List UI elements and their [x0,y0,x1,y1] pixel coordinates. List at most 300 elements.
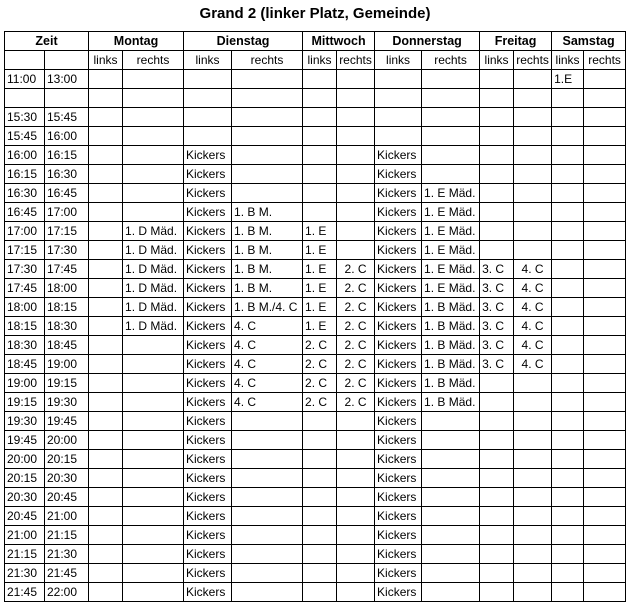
schedule-cell [337,184,375,203]
day-header-montag: Montag [89,32,184,51]
schedule-cell [480,488,514,507]
schedule-cell [337,488,375,507]
schedule-cell [375,70,422,89]
schedule-cell [232,70,303,89]
schedule-cell: 4. C [232,393,303,412]
schedule-cell: Kickers [375,431,422,450]
table-row [5,279,626,298]
schedule-cell [232,545,303,564]
schedule-cell [552,89,584,108]
schedule-cell [552,260,584,279]
schedule-cell [514,393,552,412]
schedule-cell [337,108,375,127]
schedule-cell [232,412,303,431]
schedule-cell [584,317,626,336]
schedule-cell [89,203,123,222]
schedule-cell: Kickers [375,184,422,203]
schedule-cell [552,412,584,431]
table-row [5,203,626,222]
schedule-cell: 3. C [480,298,514,317]
schedule-cell [584,374,626,393]
table-row [5,260,626,279]
time-end-cell: 17:45 [45,260,89,279]
schedule-cell [337,469,375,488]
side-links-header: links [89,51,123,70]
schedule-cell [123,393,184,412]
table-row [5,374,626,393]
schedule-cell [375,108,422,127]
time-start-cell: 16:00 [5,146,45,165]
schedule-cell [480,241,514,260]
schedule-cell [303,412,337,431]
schedule-cell [232,450,303,469]
schedule-cell: 1. E Mäd. [422,222,480,241]
side-links-header: links [552,51,584,70]
schedule-cell: 3. C [480,279,514,298]
schedule-cell [584,431,626,450]
schedule-cell [337,146,375,165]
schedule-cell [232,526,303,545]
schedule-cell [337,89,375,108]
schedule-cell [337,526,375,545]
schedule-cell: 1. E [303,279,337,298]
time-end-cell: 20:00 [45,431,89,450]
time-start-cell: 16:30 [5,184,45,203]
schedule-cell [303,583,337,602]
schedule-cell [232,127,303,146]
schedule-cell: 1. B Mäd. [422,317,480,336]
schedule-cell [337,412,375,431]
schedule-cell [422,545,480,564]
schedule-cell: 1. E Mäd. [422,203,480,222]
schedule-cell [232,431,303,450]
schedule-cell: Kickers [375,241,422,260]
schedule-cell [514,488,552,507]
time-start-cell: 21:45 [5,583,45,602]
time-start-cell: 17:00 [5,222,45,241]
schedule-cell [552,222,584,241]
schedule-cell: 1. B Mäd. [422,374,480,393]
schedule-cell [552,583,584,602]
schedule-cell [584,564,626,583]
schedule-cell [480,469,514,488]
time-end-cell: 16:30 [45,165,89,184]
schedule-cell: Kickers [375,545,422,564]
side-links-header: links [184,51,232,70]
schedule-cell [89,146,123,165]
schedule-cell [422,165,480,184]
schedule-cell: 2. C [303,393,337,412]
schedule-cell: 4. C [514,298,552,317]
schedule-cell: Kickers [375,507,422,526]
schedule-cell: 4. C [232,317,303,336]
schedule-cell: Kickers [375,488,422,507]
schedule-cell: 1. B Mäd. [422,336,480,355]
schedule-cell: 1. E Mäd. [422,241,480,260]
schedule-cell [584,165,626,184]
schedule-cell: 1. B Mäd. [422,393,480,412]
time-start-cell: 17:45 [5,279,45,298]
schedule-cell: 1. D Mäd. [123,222,184,241]
schedule-cell [552,336,584,355]
time-end-cell: 17:00 [45,203,89,222]
schedule-cell: 1. D Mäd. [123,241,184,260]
schedule-cell [123,89,184,108]
schedule-cell [584,108,626,127]
schedule-cell: Kickers [184,203,232,222]
time-start-cell: 20:45 [5,507,45,526]
schedule-cell [514,431,552,450]
time-end-cell: 19:15 [45,374,89,393]
schedule-cell [552,507,584,526]
time-end-cell: 17:30 [45,241,89,260]
schedule-cell [89,526,123,545]
schedule-cell: Kickers [375,203,422,222]
schedule-cell: Kickers [184,412,232,431]
schedule-cell [123,336,184,355]
time-end-cell: 20:30 [45,469,89,488]
side-links-header: links [480,51,514,70]
schedule-cell: 4. C [514,336,552,355]
schedule-cell: Kickers [184,393,232,412]
schedule-cell: Kickers [184,279,232,298]
schedule-cell [89,298,123,317]
table-row [5,583,626,602]
schedule-cell: Kickers [375,450,422,469]
schedule-cell [89,317,123,336]
schedule-cell: Kickers [375,374,422,393]
schedule-cell: Kickers [375,469,422,488]
table-row [5,393,626,412]
schedule-cell: Kickers [184,583,232,602]
schedule-cell: 4. C [232,336,303,355]
schedule-cell [337,241,375,260]
schedule-cell: Kickers [184,146,232,165]
time-start-cell: 18:45 [5,355,45,374]
time-end-cell: 17:15 [45,222,89,241]
schedule-cell [480,165,514,184]
schedule-cell [584,355,626,374]
schedule-cell [480,583,514,602]
schedule-cell [89,108,123,127]
schedule-cell [184,108,232,127]
schedule-cell [514,526,552,545]
schedule-cell [480,374,514,393]
time-end-cell: 21:30 [45,545,89,564]
schedule-cell [89,165,123,184]
schedule-cell [232,583,303,602]
schedule-table [4,31,626,602]
schedule-cell [480,203,514,222]
time-start-cell: 18:15 [5,317,45,336]
schedule-cell: 1. D Mäd. [123,260,184,279]
schedule-cell: 1. B M. [232,260,303,279]
time-start-cell: 21:00 [5,526,45,545]
schedule-cell [232,89,303,108]
schedule-cell: 1. B M. [232,279,303,298]
schedule-cell [552,279,584,298]
schedule-cell [89,431,123,450]
time-end-cell: 18:00 [45,279,89,298]
schedule-cell: 4. C [514,260,552,279]
side-header-row [5,51,626,70]
schedule-cell [584,545,626,564]
schedule-cell: 3. C [480,336,514,355]
schedule-cell [123,450,184,469]
schedule-cell [584,184,626,203]
table-row [5,450,626,469]
schedule-cell [480,222,514,241]
schedule-cell [123,507,184,526]
schedule-cell [89,184,123,203]
schedule-cell [552,488,584,507]
table-row [5,298,626,317]
zeit-header: Zeit [5,32,89,51]
time-end-cell: 16:00 [45,127,89,146]
schedule-cell [584,260,626,279]
time-start-header [5,51,45,70]
schedule-cell [89,222,123,241]
schedule-cell [123,184,184,203]
schedule-cell [514,374,552,393]
schedule-cell [303,450,337,469]
table-row [5,507,626,526]
schedule-cell [89,241,123,260]
schedule-cell [584,393,626,412]
schedule-cell: 1. E [303,222,337,241]
schedule-cell: 1. E [303,241,337,260]
schedule-cell [584,222,626,241]
schedule-cell [303,203,337,222]
schedule-cell: Kickers [184,488,232,507]
schedule-cell: 2. C [303,374,337,393]
schedule-cell: 2. C [337,336,375,355]
time-start-cell: 17:30 [5,260,45,279]
time-start-cell: 20:15 [5,469,45,488]
schedule-cell [514,241,552,260]
schedule-cell: 1. E [303,317,337,336]
schedule-cell [303,127,337,146]
time-start-cell: 19:30 [5,412,45,431]
schedule-cell: Kickers [184,184,232,203]
side-links-header: links [375,51,422,70]
table-row [5,108,626,127]
table-row [5,222,626,241]
schedule-cell [552,545,584,564]
schedule-cell [552,374,584,393]
schedule-cell [480,89,514,108]
day-header-freitag: Freitag [480,32,552,51]
side-rechts-header: rechts [514,51,552,70]
schedule-cell [184,89,232,108]
schedule-cell [303,469,337,488]
schedule-cell [303,165,337,184]
schedule-cell [123,355,184,374]
schedule-cell: Kickers [184,469,232,488]
schedule-cell: Kickers [375,222,422,241]
schedule-cell [422,108,480,127]
schedule-cell: 2. C [337,279,375,298]
schedule-cell [584,507,626,526]
schedule-cell: Kickers [184,507,232,526]
schedule-cell [123,412,184,431]
schedule-cell [514,222,552,241]
day-header-mittwoch: Mittwoch [303,32,375,51]
time-end-cell: 22:00 [45,583,89,602]
schedule-cell [89,545,123,564]
time-start-cell: 16:15 [5,165,45,184]
schedule-cell [514,165,552,184]
schedule-cell [422,412,480,431]
schedule-cell [184,70,232,89]
schedule-cell: 2. C [337,393,375,412]
schedule-cell [422,507,480,526]
table-row [5,412,626,431]
schedule-cell [552,184,584,203]
time-start-cell: 11:00 [5,70,45,89]
schedule-cell [514,469,552,488]
schedule-cell [584,279,626,298]
schedule-cell: Kickers [184,431,232,450]
schedule-cell [514,412,552,431]
schedule-cell [232,146,303,165]
side-rechts-header: rechts [232,51,303,70]
schedule-cell [480,184,514,203]
schedule-cell: 2. C [337,260,375,279]
schedule-cell [584,203,626,222]
schedule-cell [514,70,552,89]
time-start-cell [5,89,45,108]
schedule-cell [480,146,514,165]
schedule-cell: 1. D Mäd. [123,317,184,336]
schedule-cell: 4. C [514,279,552,298]
time-end-cell: 19:30 [45,393,89,412]
time-start-cell: 20:00 [5,450,45,469]
time-start-cell: 18:00 [5,298,45,317]
schedule-cell [552,431,584,450]
schedule-cell: 1. D Mäd. [123,279,184,298]
time-end-cell: 21:45 [45,564,89,583]
schedule-cell [89,412,123,431]
schedule-cell [422,89,480,108]
schedule-cell: 1. B M. [232,222,303,241]
schedule-cell: Kickers [184,374,232,393]
table-row [5,469,626,488]
schedule-cell: 4. C [514,355,552,374]
schedule-cell [232,108,303,127]
schedule-cell [89,488,123,507]
side-rechts-header: rechts [337,51,375,70]
schedule-cell [123,127,184,146]
schedule-cell [123,108,184,127]
schedule-cell [514,564,552,583]
schedule-cell [584,89,626,108]
time-end-cell: 19:45 [45,412,89,431]
schedule-cell [422,488,480,507]
schedule-cell [552,165,584,184]
schedule-cell [480,393,514,412]
schedule-cell [337,70,375,89]
schedule-cell [514,108,552,127]
schedule-cell: Kickers [375,260,422,279]
schedule-cell: 2. C [303,355,337,374]
schedule-cell: 1. B M. [232,241,303,260]
schedule-cell: Kickers [184,336,232,355]
time-end-cell: 21:15 [45,526,89,545]
day-header-samstag: Samstag [552,32,626,51]
time-start-cell: 19:15 [5,393,45,412]
schedule-cell: Kickers [184,222,232,241]
schedule-cell [480,507,514,526]
schedule-cell [584,412,626,431]
schedule-cell [584,488,626,507]
schedule-cell [552,127,584,146]
schedule-cell [422,70,480,89]
schedule-cell [375,127,422,146]
time-end-cell: 18:15 [45,298,89,317]
schedule-cell [303,564,337,583]
schedule-cell: Kickers [184,450,232,469]
schedule-cell [422,431,480,450]
schedule-cell [514,184,552,203]
table-row [5,241,626,260]
schedule-cell [480,431,514,450]
time-start-cell: 19:45 [5,431,45,450]
schedule-cell [337,545,375,564]
schedule-cell [480,564,514,583]
day-header-donnerstag: Donnerstag [375,32,480,51]
time-start-cell: 17:15 [5,241,45,260]
time-end-cell: 20:15 [45,450,89,469]
schedule-cell [123,70,184,89]
schedule-cell [303,507,337,526]
schedule-cell [584,298,626,317]
schedule-cell: Kickers [184,260,232,279]
schedule-cell [552,203,584,222]
schedule-cell [232,564,303,583]
table-row [5,146,626,165]
table-row [5,355,626,374]
schedule-cell [303,488,337,507]
schedule-cell [303,184,337,203]
schedule-cell [480,70,514,89]
schedule-cell: 3. C [480,317,514,336]
schedule-cell: 2. C [337,317,375,336]
schedule-cell [552,108,584,127]
schedule-cell [303,70,337,89]
schedule-cell [514,89,552,108]
schedule-cell: 3. C [480,355,514,374]
schedule-cell: 2. C [337,298,375,317]
schedule-cell [422,127,480,146]
day-header-dienstag: Dienstag [184,32,303,51]
time-start-cell: 15:45 [5,127,45,146]
schedule-cell: 4. C [514,317,552,336]
schedule-cell: Kickers [375,393,422,412]
table-row [5,70,626,89]
table-row [5,526,626,545]
schedule-cell [303,545,337,564]
schedule-cell [584,469,626,488]
side-rechts-header: rechts [584,51,626,70]
schedule-cell: 1. E [303,298,337,317]
schedule-cell [337,507,375,526]
schedule-cell: 4. C [232,374,303,393]
schedule-cell [123,564,184,583]
schedule-cell [89,393,123,412]
schedule-cell: 1. E Mäd. [422,184,480,203]
schedule-cell: Kickers [375,564,422,583]
